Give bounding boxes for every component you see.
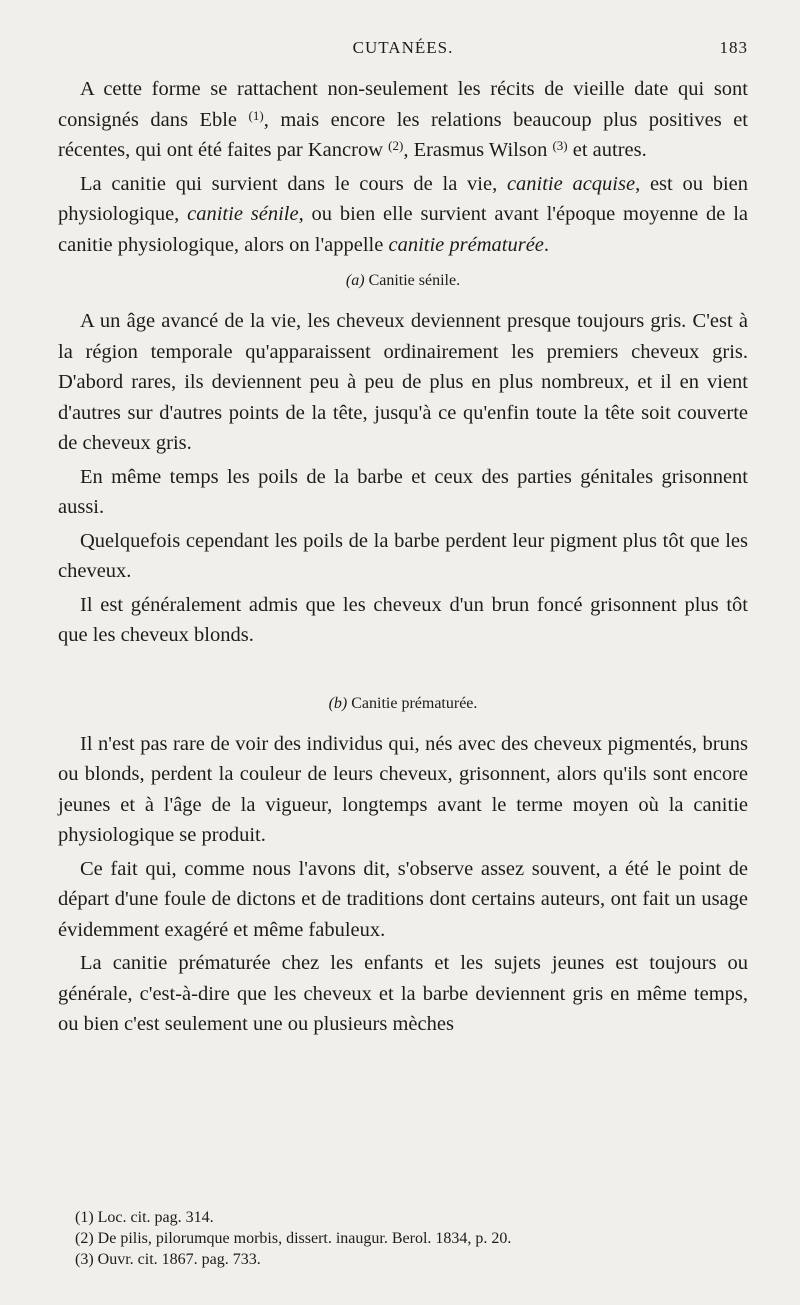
page-body (58, 74, 748, 1040)
footnote-ref-2[interactable]: (2) (388, 138, 404, 153)
footnote-2: (2) De pilis, pilorumque morbis, dissert. inaugur. Berol. 1834, p. 20. (75, 1230, 512, 1247)
paragraph-2: La canitie qui survient dans le cours de la vie, canitie acquise, est ou bien physiologique, canitie sénile, ou bien elle survient avant l'époque moyenne de la canitie physiologique, alors on l'appelle canitie prématurée. (58, 172, 748, 256)
section-heading-b: (b) Canitie prématurée. (328, 694, 478, 712)
footnote-ref-3[interactable]: (3) (552, 138, 568, 153)
paragraph-9: La canitie prématurée chez les enfants et les sujets jeunes est toujours ou générale, c'est-à-dire que les cheveux et la barbe deviennent gris en même temps, ou bien c'est seulement une ou plusieurs mèches (58, 952, 748, 1035)
book-page (58, 38, 748, 1040)
footnotes (75, 1207, 511, 1270)
running-header (58, 38, 748, 64)
footnote-3: (3) Ouvr. cit. 1867. pag. 733. (75, 1251, 261, 1268)
paragraph-1: A cette forme se rattachent non-seulement les récits de vieille date qui sont consignés dans Eble $^{(1)}$, mais encore les relations beaucoup plus positives et récentes, qui ont été faites par Kancrow $^{(2)}$, Erasmus Wilson $^{(3)}$ et autres. (58, 78, 749, 161)
header-title: CUTANÉES. (352, 38, 454, 57)
paragraph-3: A un âge avancé de la vie, les cheveux deviennent presque toujours gris. C'est à la région temporale qu'apparaissent ordinairement les premiers cheveux gris. D'abord rares, ils deviennent peu à peu de plus en plus nombreux, et il en vient d'autres sur d'autres points de la tête, jusqu'à ce qu'enfin toute la tête soit couverte de cheveux gris. (58, 310, 748, 454)
page-number: 183 (719, 38, 748, 57)
paragraph-5: Quelquefois cependant les poils de la barbe perdent leur pigment plus tôt que les cheveux. (58, 529, 748, 582)
footnote-1: (1) Loc. cit. pag. 314. (75, 1209, 214, 1226)
paragraph-8: Ce fait qui, comme nous l'avons dit, s'observe assez souvent, a été le point de départ d'une foule de dictons et de traditions dont certains auteurs, ont fait un usage évidemment exagéré et même fabuleux. (58, 857, 748, 941)
paragraph-7: Il n'est pas rare de voir des individus qui, nés avec des cheveux pigmentés, bruns ou blonds, perdent la couleur de leurs cheveux, grisonnent, alors qu'ils sont encore jeunes et à l'âge de la vigueur, longtemps avant le terme moyen où la canitie physiologique se produit. (58, 732, 748, 846)
paragraph-6: Il est généralement admis que les cheveux d'un brun foncé grisonnent plus tôt que les cheveux blonds. (58, 593, 748, 646)
section-heading-a: (a) Canitie sénile. (345, 272, 461, 289)
footnote-ref-1[interactable]: (1) (248, 107, 264, 123)
paragraph-4: En même temps les poils de la barbe et ceux des parties génitales grisonnent aussi. (58, 465, 748, 518)
